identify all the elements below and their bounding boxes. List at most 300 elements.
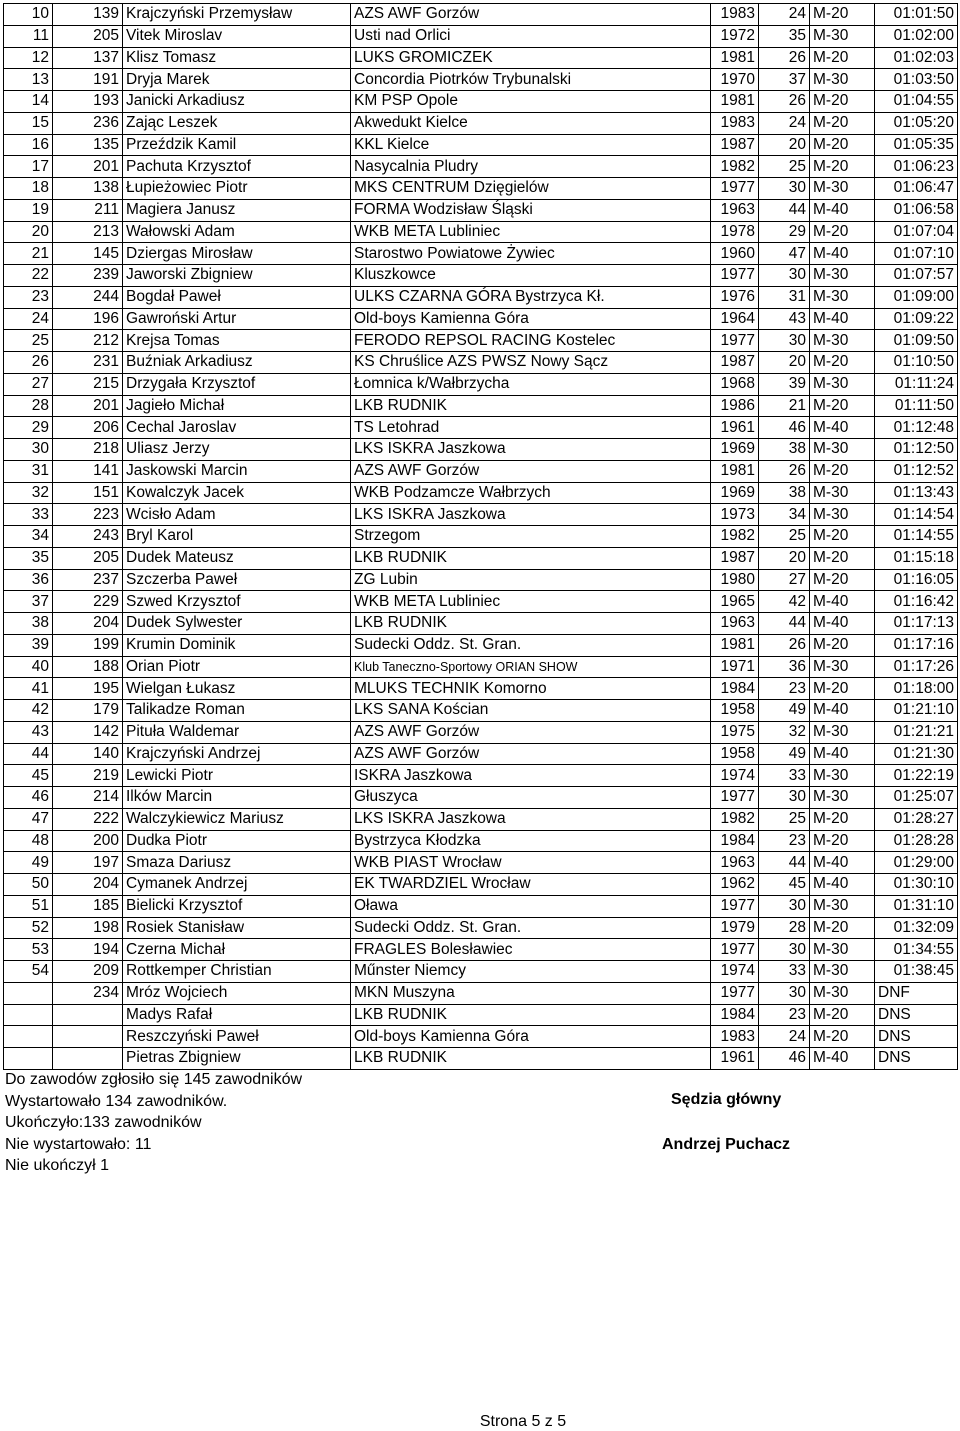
cell-birth-year: 1963 — [711, 852, 759, 874]
cell-name: Bielicki Krzysztof — [123, 895, 351, 917]
table-row — [4, 112, 958, 134]
cell-age: 20 — [759, 352, 810, 374]
cell-category: M-20 — [810, 917, 875, 939]
cell-age: 47 — [759, 243, 810, 265]
cell-age: 49 — [759, 700, 810, 722]
cell-bib: 194 — [53, 939, 123, 961]
cell-club: WKB PIAST Wrocław — [351, 852, 711, 874]
cell-bib — [53, 1004, 123, 1026]
cell-place: 16 — [4, 134, 53, 156]
cell-birth-year: 1971 — [711, 656, 759, 678]
cell-birth-year: 1987 — [711, 352, 759, 374]
cell-birth-year: 1981 — [711, 460, 759, 482]
cell-birth-year: 1979 — [711, 917, 759, 939]
cell-birth-year: 1963 — [711, 613, 759, 635]
cell-name: Magiera Janusz — [123, 199, 351, 221]
cell-bib: 142 — [53, 721, 123, 743]
cell-club: LKS ISKRA Jaszkowa — [351, 504, 711, 526]
cell-club: LKB RUDNIK — [351, 547, 711, 569]
cell-place: 15 — [4, 112, 53, 134]
cell-club: WKB META Lubliniec — [351, 221, 711, 243]
cell-birth-year: 1965 — [711, 591, 759, 613]
cell-time: 01:04:55 — [875, 91, 958, 113]
table-row — [4, 286, 958, 308]
cell-birth-year: 1964 — [711, 308, 759, 330]
cell-time: 01:30:10 — [875, 874, 958, 896]
cell-place: 30 — [4, 439, 53, 461]
summary-registered: Do zawodów zgłosiło się 145 zawodników — [5, 1071, 303, 1088]
cell-birth-year: 1983 — [711, 112, 759, 134]
cell-bib: 213 — [53, 221, 123, 243]
table-row — [4, 460, 958, 482]
table-row — [4, 417, 958, 439]
cell-place: 49 — [4, 852, 53, 874]
cell-time: 01:34:55 — [875, 939, 958, 961]
cell-birth-year: 1977 — [711, 939, 759, 961]
table-row — [4, 917, 958, 939]
cell-time: 01:06:58 — [875, 199, 958, 221]
cell-bib: 243 — [53, 526, 123, 548]
cell-birth-year: 1987 — [711, 547, 759, 569]
summary-started: Wystartowało 134 zawodników. — [5, 1092, 228, 1110]
cell-name: Dudka Piotr — [123, 830, 351, 852]
cell-place: 39 — [4, 634, 53, 656]
cell-birth-year: 1984 — [711, 678, 759, 700]
cell-bib: 198 — [53, 917, 123, 939]
cell-category: M-20 — [810, 4, 875, 26]
cell-time: 01:09:22 — [875, 308, 958, 330]
cell-birth-year: 1969 — [711, 439, 759, 461]
cell-name: Jaskowski Marcin — [123, 460, 351, 482]
cell-name: Rosiek Stanisław — [123, 917, 351, 939]
cell-age: 21 — [759, 395, 810, 417]
table-row — [4, 69, 958, 91]
cell-bib: 140 — [53, 743, 123, 765]
cell-birth-year: 1977 — [711, 330, 759, 352]
cell-place: 45 — [4, 765, 53, 787]
cell-time: 01:17:16 — [875, 634, 958, 656]
cell-place: 17 — [4, 156, 53, 178]
cell-bib: 244 — [53, 286, 123, 308]
table-row — [4, 221, 958, 243]
table-row — [4, 156, 958, 178]
cell-club: AZS AWF Gorzów — [351, 743, 711, 765]
cell-time: 01:05:35 — [875, 134, 958, 156]
judge-title: Sędzia główny — [671, 1091, 782, 1108]
cell-bib: 201 — [53, 156, 123, 178]
cell-category: M-20 — [810, 156, 875, 178]
cell-bib: 205 — [53, 547, 123, 569]
cell-age: 20 — [759, 547, 810, 569]
cell-name: Kowalczyk Jacek — [123, 482, 351, 504]
cell-place: 26 — [4, 352, 53, 374]
table-row — [4, 395, 958, 417]
cell-category: M-20 — [810, 1004, 875, 1026]
cell-place: 38 — [4, 613, 53, 635]
cell-name: Zając Leszek — [123, 112, 351, 134]
cell-name: Krumin Dominik — [123, 634, 351, 656]
cell-place: 37 — [4, 591, 53, 613]
cell-birth-year: 1968 — [711, 373, 759, 395]
cell-place: 20 — [4, 221, 53, 243]
cell-age: 25 — [759, 156, 810, 178]
cell-bib: 211 — [53, 199, 123, 221]
cell-category: M-20 — [810, 221, 875, 243]
table-row — [4, 569, 958, 591]
cell-place: 13 — [4, 69, 53, 91]
results-table — [3, 3, 958, 1070]
cell-bib: 237 — [53, 569, 123, 591]
cell-time: 01:18:00 — [875, 678, 958, 700]
cell-place: 11 — [4, 25, 53, 47]
cell-bib: 234 — [53, 982, 123, 1004]
cell-bib: 209 — [53, 961, 123, 983]
cell-category: M-30 — [810, 765, 875, 787]
cell-time: 01:32:09 — [875, 917, 958, 939]
cell-age: 49 — [759, 743, 810, 765]
cell-birth-year: 1984 — [711, 830, 759, 852]
cell-name: Smaza Dariusz — [123, 852, 351, 874]
cell-club: Starostwo Powiatowe Żywiec — [351, 243, 711, 265]
table-row — [4, 743, 958, 765]
cell-bib: 191 — [53, 69, 123, 91]
cell-age: 24 — [759, 112, 810, 134]
table-row — [4, 352, 958, 374]
cell-time: 01:28:28 — [875, 830, 958, 852]
cell-category: M-30 — [810, 330, 875, 352]
cell-place: 18 — [4, 178, 53, 200]
cell-name: Bogdał Paweł — [123, 286, 351, 308]
cell-name: Dziergas Mirosław — [123, 243, 351, 265]
cell-place — [4, 1026, 53, 1048]
cell-age: 36 — [759, 656, 810, 678]
cell-time: 01:02:00 — [875, 25, 958, 47]
cell-name: Cechal Jaroslav — [123, 417, 351, 439]
table-row — [4, 765, 958, 787]
cell-name: Dudek Sylwester — [123, 613, 351, 635]
cell-name: Drzygała Krzysztof — [123, 373, 351, 395]
cell-name: Pachuta Krzysztof — [123, 156, 351, 178]
cell-bib — [53, 1048, 123, 1070]
cell-category: M-20 — [810, 112, 875, 134]
cell-age: 30 — [759, 330, 810, 352]
table-row — [4, 721, 958, 743]
cell-age: 35 — [759, 25, 810, 47]
cell-birth-year: 1973 — [711, 504, 759, 526]
cell-category: M-40 — [810, 852, 875, 874]
cell-category: M-40 — [810, 243, 875, 265]
cell-place: 25 — [4, 330, 53, 352]
cell-age: 33 — [759, 765, 810, 787]
table-row — [4, 47, 958, 69]
cell-age: 29 — [759, 221, 810, 243]
table-row — [4, 504, 958, 526]
table-row — [4, 25, 958, 47]
cell-age: 30 — [759, 787, 810, 809]
cell-bib: 229 — [53, 591, 123, 613]
cell-time: 01:38:45 — [875, 961, 958, 983]
cell-age: 43 — [759, 308, 810, 330]
cell-bib: 145 — [53, 243, 123, 265]
cell-age: 20 — [759, 134, 810, 156]
page-number: Strona 5 z 5 — [479, 1413, 567, 1430]
cell-bib: 137 — [53, 47, 123, 69]
cell-time: 01:09:50 — [875, 330, 958, 352]
cell-name: Krejsa Tomas — [123, 330, 351, 352]
cell-place: 10 — [4, 4, 53, 26]
cell-place: 31 — [4, 460, 53, 482]
table-row — [4, 678, 958, 700]
table-row — [4, 308, 958, 330]
cell-time: 01:15:18 — [875, 547, 958, 569]
cell-place: 48 — [4, 830, 53, 852]
cell-club: Bystrzyca Kłodzka — [351, 830, 711, 852]
table-row — [4, 939, 958, 961]
cell-category: M-30 — [810, 961, 875, 983]
judge-name: Andrzej Puchacz — [662, 1136, 791, 1153]
cell-club: LKB RUDNIK — [351, 1004, 711, 1026]
cell-place — [4, 982, 53, 1004]
cell-birth-year: 1977 — [711, 982, 759, 1004]
cell-category: M-20 — [810, 395, 875, 417]
cell-place: 40 — [4, 656, 53, 678]
cell-club: EK TWARDZIEL Wrocław — [351, 874, 711, 896]
cell-club: Klub Taneczno-Sportowy ORIAN SHOW — [351, 656, 711, 678]
cell-time: 01:11:50 — [875, 395, 958, 417]
cell-bib: 205 — [53, 25, 123, 47]
cell-time: 01:13:43 — [875, 482, 958, 504]
table-row — [4, 634, 958, 656]
cell-birth-year: 1960 — [711, 243, 759, 265]
cell-time: 01:12:50 — [875, 439, 958, 461]
table-row — [4, 852, 958, 874]
cell-place: 35 — [4, 547, 53, 569]
cell-age: 30 — [759, 939, 810, 961]
cell-time: 01:12:52 — [875, 460, 958, 482]
cell-category: M-20 — [810, 526, 875, 548]
cell-age: 39 — [759, 373, 810, 395]
cell-club: TS Letohrad — [351, 417, 711, 439]
cell-club: ULKS CZARNA GÓRA Bystrzyca Kł. — [351, 286, 711, 308]
cell-time: 01:06:23 — [875, 156, 958, 178]
cell-club: LKS ISKRA Jaszkowa — [351, 808, 711, 830]
cell-place: 51 — [4, 895, 53, 917]
cell-name: Dryja Marek — [123, 69, 351, 91]
cell-bib: 204 — [53, 874, 123, 896]
table-row — [4, 265, 958, 287]
cell-time: 01:28:27 — [875, 808, 958, 830]
cell-category: M-30 — [810, 895, 875, 917]
cell-category: M-20 — [810, 830, 875, 852]
cell-age: 28 — [759, 917, 810, 939]
cell-bib: 206 — [53, 417, 123, 439]
cell-age: 30 — [759, 265, 810, 287]
cell-club: Sudecki Oddz. St. Gran. — [351, 917, 711, 939]
cell-age: 38 — [759, 439, 810, 461]
cell-name: Janicki Arkadiusz — [123, 91, 351, 113]
table-row — [4, 895, 958, 917]
cell-club: AZS AWF Gorzów — [351, 721, 711, 743]
cell-club: MKS CENTRUM Dzięgielów — [351, 178, 711, 200]
cell-age: 46 — [759, 417, 810, 439]
cell-time: 01:21:10 — [875, 700, 958, 722]
cell-name: Wałowski Adam — [123, 221, 351, 243]
cell-birth-year: 1981 — [711, 91, 759, 113]
cell-category: M-40 — [810, 591, 875, 613]
cell-category: M-20 — [810, 47, 875, 69]
cell-age: 23 — [759, 830, 810, 852]
cell-age: 38 — [759, 482, 810, 504]
table-row — [4, 243, 958, 265]
cell-club: Łomnica k/Wałbrzycha — [351, 373, 711, 395]
cell-place: 29 — [4, 417, 53, 439]
cell-time: 01:17:26 — [875, 656, 958, 678]
cell-category: M-30 — [810, 373, 875, 395]
cell-age: 30 — [759, 982, 810, 1004]
cell-time: 01:14:54 — [875, 504, 958, 526]
cell-birth-year: 1977 — [711, 265, 759, 287]
table-row — [4, 1004, 958, 1026]
cell-name: Madys Rafał — [123, 1004, 351, 1026]
cell-birth-year: 1982 — [711, 808, 759, 830]
cell-bib: 196 — [53, 308, 123, 330]
cell-club: MLUKS TECHNIK Komorno — [351, 678, 711, 700]
cell-birth-year: 1977 — [711, 178, 759, 200]
cell-category: M-30 — [810, 787, 875, 809]
cell-club: Nasycalnia Pludry — [351, 156, 711, 178]
cell-age: 26 — [759, 91, 810, 113]
cell-birth-year: 1982 — [711, 526, 759, 548]
cell-club: LKB RUDNIK — [351, 395, 711, 417]
cell-name: Jaworski Zbigniew — [123, 265, 351, 287]
cell-birth-year: 1978 — [711, 221, 759, 243]
cell-club: ISKRA Jaszkowa — [351, 765, 711, 787]
cell-name: Lewicki Piotr — [123, 765, 351, 787]
cell-age: 23 — [759, 1004, 810, 1026]
cell-club: AZS AWF Gorzów — [351, 460, 711, 482]
cell-birth-year: 1962 — [711, 874, 759, 896]
cell-birth-year: 1974 — [711, 961, 759, 983]
cell-age: 27 — [759, 569, 810, 591]
cell-birth-year: 1963 — [711, 199, 759, 221]
cell-birth-year: 1975 — [711, 721, 759, 743]
cell-category: M-20 — [810, 1026, 875, 1048]
cell-name: Pietras Zbigniew — [123, 1048, 351, 1070]
cell-time: 01:11:24 — [875, 373, 958, 395]
cell-time: 01:01:50 — [875, 4, 958, 26]
cell-club: Old-boys Kamienna Góra — [351, 1026, 711, 1048]
cell-club: LKS SANA Kościan — [351, 700, 711, 722]
cell-place: 23 — [4, 286, 53, 308]
cell-place: 42 — [4, 700, 53, 722]
cell-category: M-40 — [810, 308, 875, 330]
cell-age: 26 — [759, 634, 810, 656]
cell-category: M-30 — [810, 656, 875, 678]
cell-name: Czerna Michał — [123, 939, 351, 961]
cell-time: DNS — [875, 1026, 958, 1048]
table-row — [4, 700, 958, 722]
cell-name: Łupieżowiec Piotr — [123, 178, 351, 200]
cell-category: M-40 — [810, 199, 875, 221]
cell-age: 31 — [759, 286, 810, 308]
cell-time: 01:07:10 — [875, 243, 958, 265]
cell-birth-year: 1976 — [711, 286, 759, 308]
cell-category: M-30 — [810, 286, 875, 308]
table-row — [4, 439, 958, 461]
table-row — [4, 961, 958, 983]
cell-bib: 218 — [53, 439, 123, 461]
cell-category: M-20 — [810, 91, 875, 113]
cell-name: Wielgan Łukasz — [123, 678, 351, 700]
table-row — [4, 178, 958, 200]
cell-bib: 197 — [53, 852, 123, 874]
cell-category: M-20 — [810, 634, 875, 656]
cell-time: DNS — [875, 1004, 958, 1026]
cell-time: 01:05:20 — [875, 112, 958, 134]
cell-birth-year: 1974 — [711, 765, 759, 787]
cell-age: 26 — [759, 460, 810, 482]
cell-time: 01:29:00 — [875, 852, 958, 874]
cell-name: Mróz Wojciech — [123, 982, 351, 1004]
cell-category: M-20 — [810, 460, 875, 482]
cell-name: Reszczyński Paweł — [123, 1026, 351, 1048]
table-row — [4, 330, 958, 352]
summary-not-started: Nie wystartowało: 11 — [5, 1135, 152, 1153]
cell-category: M-40 — [810, 700, 875, 722]
table-row — [4, 808, 958, 830]
cell-age: 23 — [759, 678, 810, 700]
cell-name: Bryl Karol — [123, 526, 351, 548]
cell-place — [4, 1004, 53, 1026]
cell-category: M-20 — [810, 547, 875, 569]
cell-club: AZS AWF Gorzów — [351, 4, 711, 26]
cell-time: 01:16:05 — [875, 569, 958, 591]
cell-place: 52 — [4, 917, 53, 939]
cell-place: 43 — [4, 721, 53, 743]
cell-bib: 138 — [53, 178, 123, 200]
cell-place: 32 — [4, 482, 53, 504]
cell-club: FORMA Wodzisław Śląski — [351, 199, 711, 221]
cell-place — [4, 1048, 53, 1070]
cell-bib: 223 — [53, 504, 123, 526]
cell-name: Klisz Tomasz — [123, 47, 351, 69]
cell-birth-year: 1961 — [711, 1048, 759, 1070]
table-row — [4, 547, 958, 569]
cell-bib: 231 — [53, 352, 123, 374]
cell-name: Jagieło Michał — [123, 395, 351, 417]
cell-age: 30 — [759, 178, 810, 200]
cell-club: LUKS GROMICZEK — [351, 47, 711, 69]
cell-time: 01:17:13 — [875, 613, 958, 635]
cell-club: KKL Kielce — [351, 134, 711, 156]
cell-bib: 151 — [53, 482, 123, 504]
cell-bib: 135 — [53, 134, 123, 156]
results-body — [4, 4, 958, 1070]
cell-category: M-40 — [810, 874, 875, 896]
table-row — [4, 91, 958, 113]
cell-bib: 179 — [53, 700, 123, 722]
cell-age: 24 — [759, 4, 810, 26]
table-row — [4, 526, 958, 548]
cell-age: 25 — [759, 808, 810, 830]
cell-age: 30 — [759, 895, 810, 917]
cell-birth-year: 1977 — [711, 787, 759, 809]
cell-category: M-30 — [810, 939, 875, 961]
cell-bib: 200 — [53, 830, 123, 852]
cell-category: M-30 — [810, 721, 875, 743]
cell-bib: 219 — [53, 765, 123, 787]
cell-time: 01:16:42 — [875, 591, 958, 613]
